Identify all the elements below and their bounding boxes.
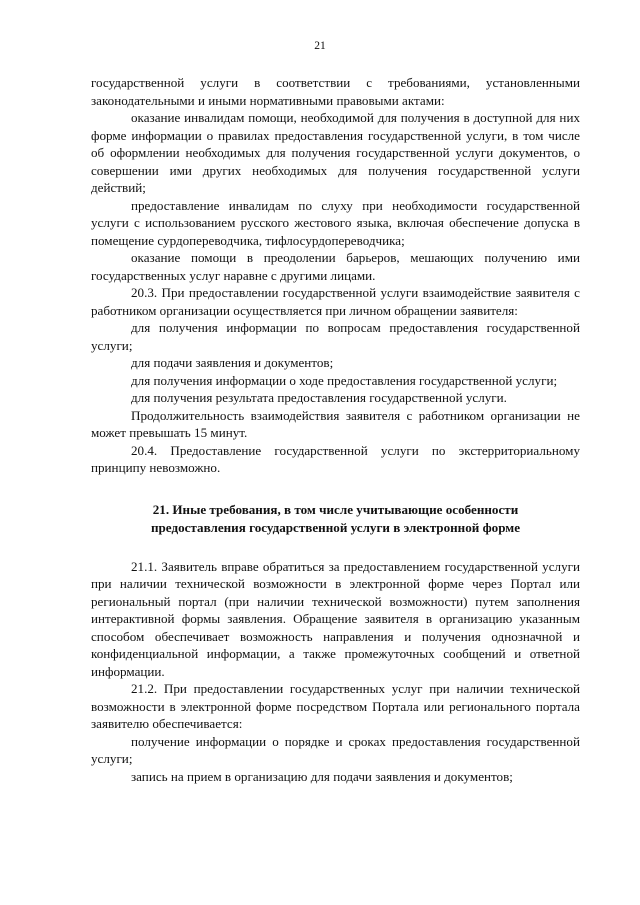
heading-line-1: 21. Иные требования, в том числе учитывающие особенности xyxy=(152,501,519,517)
paragraph: предоставление инвалидам по слуху при необходимости государственной услуги с использованием русского жестового языка, включая обеспечение допуска в помещение сурдопереводчика, тифлосурдопереводчика; xyxy=(91,197,580,248)
page-number: 21 xyxy=(314,40,326,52)
paragraph: запись на прием в организацию для подачи заявления и документов; xyxy=(131,768,513,784)
paragraph: оказание инвалидам помощи, необходимой для получения в доступной для них форме информации о правилах предоставления государственной услуги, в том числе об оформлении необходимых для получения государственной услуги документов, о совершении ими других необходимых для получения государственной услуги действий; xyxy=(91,110,580,195)
paragraph: оказание помощи в преодолении барьеров, мешающих получению ими государственных услуг наравне с другими лицами. xyxy=(91,250,580,283)
document-body xyxy=(91,74,580,785)
paragraph: Продолжительность взаимодействия заявителя с работником организации не может превышать 15 минут. xyxy=(91,407,580,440)
paragraph: получение информации о порядке и сроках предоставления государственной услуги; xyxy=(91,733,580,766)
section-21-body xyxy=(91,558,580,786)
paragraph: для получения информации по вопросам предоставления государственной услуги; xyxy=(91,320,580,353)
paragraph: 21.1. Заявитель вправе обратиться за предоставлением государственной услуги при наличии технической возможности в электронной форме через Портал или региональный портал (при наличии технической возможности) путем заполнения интерактивной формы заявления. Обращение заявителя в организацию указанным способом обеспечивает возможность направления и получения однозначной и конфиденциальной информации, а также промежуточных сообщений и ответной информации. xyxy=(91,558,580,679)
paragraph: для получения результата предоставления государственной услуги. xyxy=(131,390,507,405)
paragraph: для подачи заявления и документов; xyxy=(131,355,334,370)
paragraph: для получения информации о ходе предоставления государственной услуги; xyxy=(131,372,558,388)
section-heading-21 xyxy=(91,501,580,537)
paragraph: 20.3. При предоставлении государственной услуги взаимодействие заявителя с работником организации осуществляется при личном обращении заявителя: xyxy=(91,285,580,318)
section-20-continuation xyxy=(91,74,580,477)
paragraph: государственной услуги в соответствии с требованиями, установленными законодательными и иными нормативными правовыми актами: xyxy=(91,75,580,108)
paragraph: 20.4. Предоставление государственной услуги по экстерриториальному принципу невозможно. xyxy=(91,442,580,475)
heading-line-2: предоставления государственной услуги в электронной форме xyxy=(150,519,521,535)
paragraph: 21.2. При предоставлении государственных услуг при наличии технической возможности в электронной форме посредством Портала или регионального портала заявителю обеспечивается: xyxy=(91,681,580,731)
